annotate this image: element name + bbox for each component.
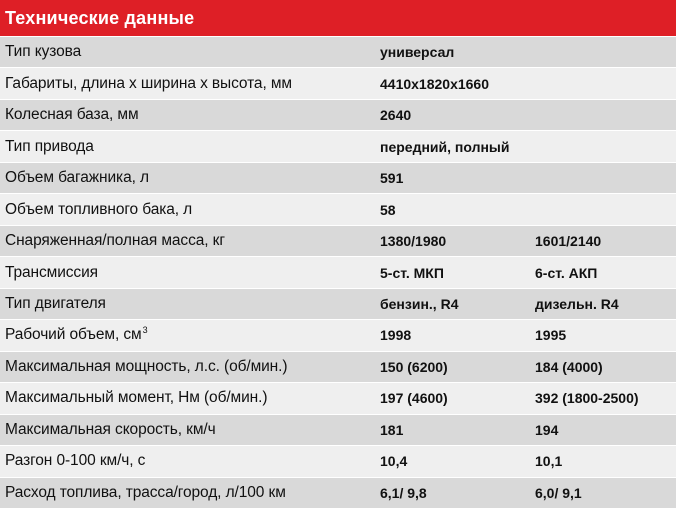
- table-row: [0, 257, 676, 288]
- table-row: [0, 163, 676, 194]
- row-value-a: 5-ст. МКП: [380, 264, 444, 281]
- row-label: Тип кузова: [5, 43, 82, 61]
- row-value-b: [535, 194, 675, 224]
- row-value-a: 1998: [380, 327, 412, 344]
- row-label-text: Рабочий объем, см: [5, 326, 142, 344]
- row-value-a: бензин., R4: [380, 295, 459, 312]
- row-value-a: 10,4: [380, 453, 408, 470]
- row-label: Максимальная скорость, км/ч: [5, 420, 216, 438]
- row-label: Объем багажника, л: [5, 169, 149, 187]
- row-value-a: 6,1/ 9,8: [380, 484, 427, 501]
- row-label: Снаряженная/полная масса, кг: [5, 232, 225, 250]
- row-value-a: 591: [380, 170, 404, 187]
- row-label: Максимальная мощность, л.с. (об/мин.): [5, 357, 288, 375]
- row-value-b: [535, 131, 675, 161]
- table-row: [0, 100, 676, 131]
- row-value-b: 6-ст. АКП: [535, 264, 598, 281]
- row-label: Тип двигателя: [5, 294, 106, 312]
- spec-table: [0, 37, 676, 509]
- row-value-b: дизельн. R4: [535, 295, 619, 312]
- row-value-a: 4410х1820х1660: [380, 75, 490, 92]
- table-row: [0, 320, 676, 351]
- table-title: Технические данные: [5, 8, 195, 28]
- row-label: Максимальный момент, Нм (об/мин.): [5, 389, 268, 407]
- row-value-b: [535, 163, 675, 193]
- row-value-a: 150 (6200): [380, 358, 448, 375]
- row-label: Расход топлива, трасса/город, л/100 км: [5, 483, 286, 501]
- row-label: Рабочий объем, см $^3$: [5, 325, 148, 344]
- row-label: Габариты, длина х ширина х высота, мм: [5, 74, 292, 92]
- row-value-a: 197 (4600): [380, 390, 448, 407]
- table-row: [0, 383, 676, 414]
- table-row: [0, 68, 676, 99]
- row-value-b: 1995: [535, 327, 567, 344]
- table-row: [0, 289, 676, 320]
- row-label: Колесная база, мм: [5, 106, 139, 124]
- row-value-b: 10,1: [535, 453, 563, 470]
- table-row: [0, 37, 676, 68]
- row-value-a: передний, полный: [380, 138, 510, 155]
- row-value-b: 184 (4000): [535, 358, 603, 375]
- row-label: Объем топливного бака, л: [5, 200, 193, 218]
- row-value-a: 2640: [380, 107, 412, 124]
- table-row: [0, 226, 676, 257]
- row-value-b: [535, 100, 675, 130]
- row-value-a: 58: [380, 201, 396, 218]
- row-label: Трансмиссия: [5, 263, 98, 281]
- table-header: [0, 0, 676, 37]
- row-value-b: 6,0/ 9,1: [535, 484, 582, 501]
- row-label: Разгон 0-100 км/ч, с: [5, 452, 146, 470]
- row-value-a: 181: [380, 421, 404, 438]
- row-value-a: универсал: [380, 44, 455, 61]
- row-value-b: [535, 68, 675, 98]
- row-label: Тип привода: [5, 137, 94, 155]
- row-value-a: 1380/1980: [380, 233, 447, 250]
- row-value-b: 392 (1800-2500): [535, 390, 639, 407]
- table-row: [0, 478, 676, 509]
- row-value-b: 194: [535, 421, 559, 438]
- table-row: [0, 352, 676, 383]
- table-row: [0, 131, 676, 162]
- table-row: [0, 194, 676, 225]
- row-value-b: [535, 37, 675, 67]
- table-row: [0, 446, 676, 477]
- row-value-b: 1601/2140: [535, 233, 602, 250]
- table-row: [0, 415, 676, 446]
